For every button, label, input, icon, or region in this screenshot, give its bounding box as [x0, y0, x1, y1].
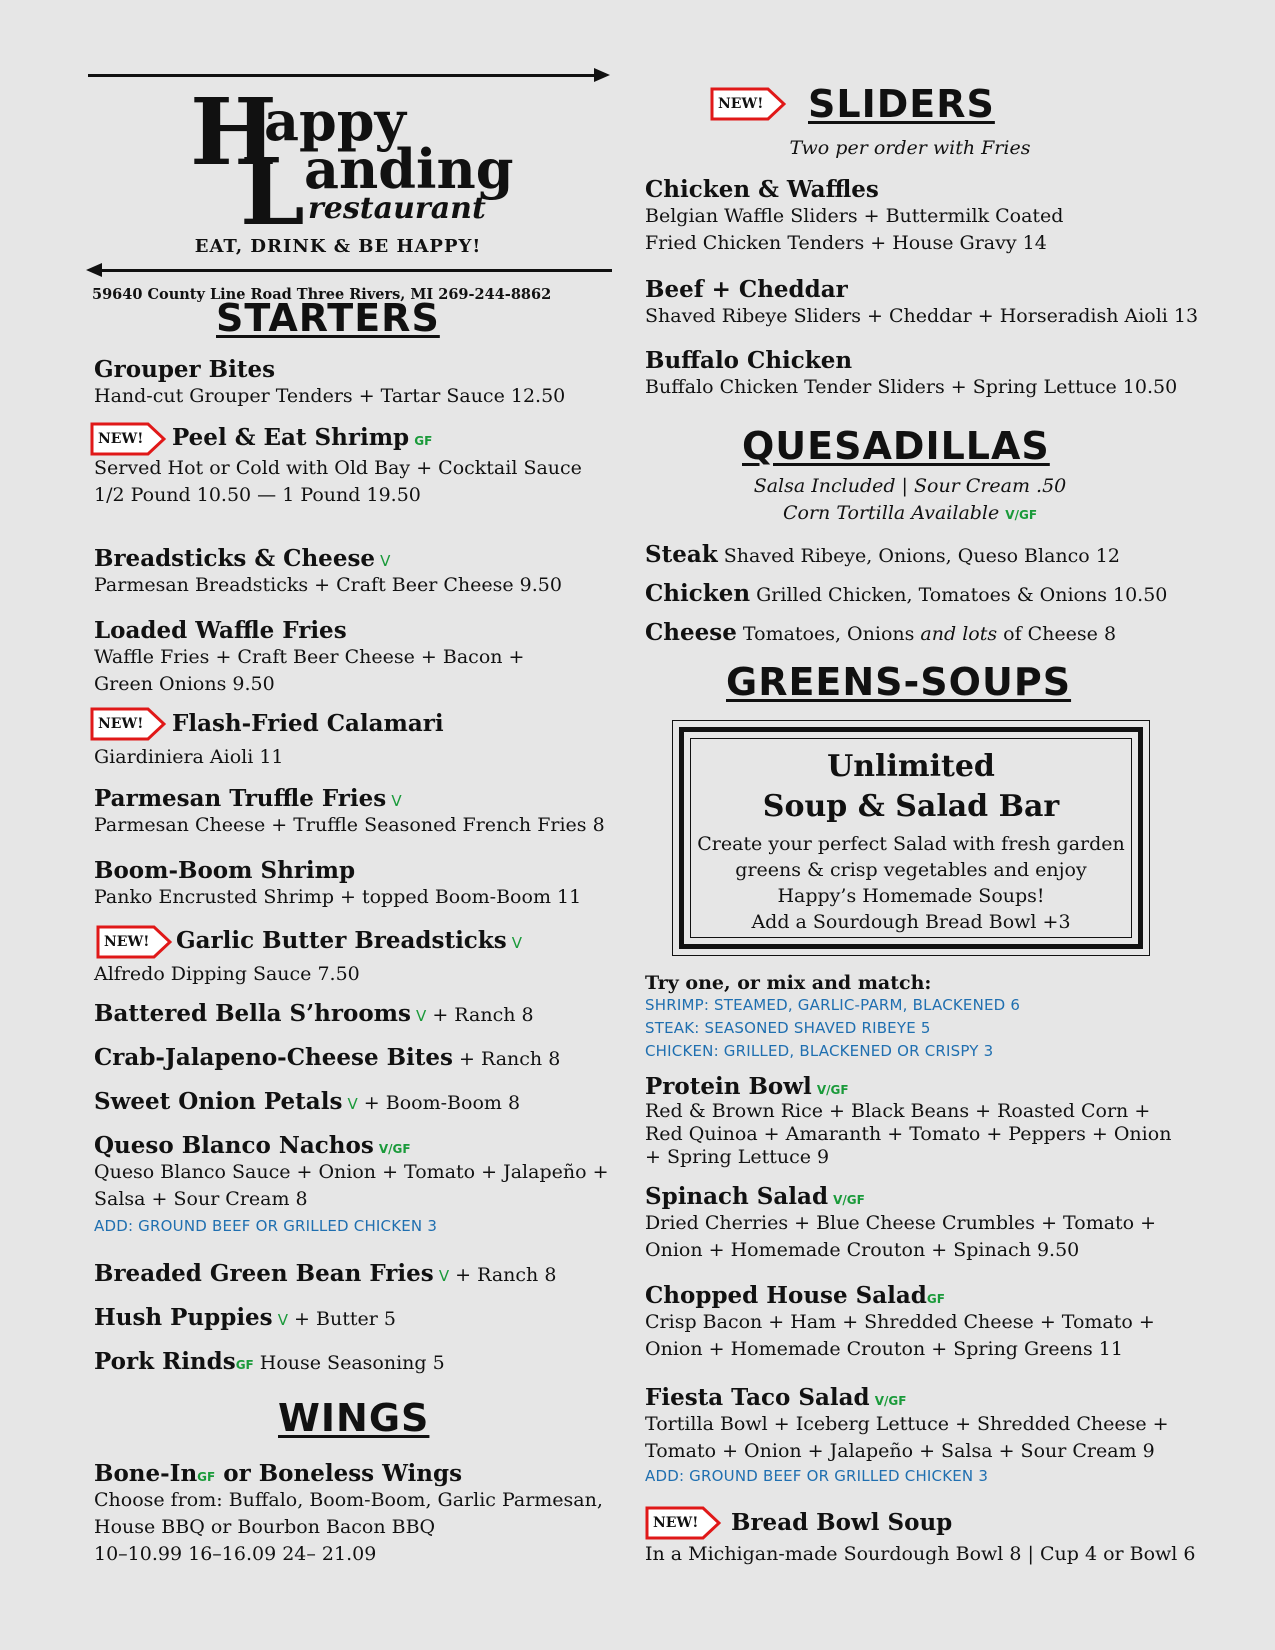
new-label: NEW!	[98, 716, 144, 732]
box-title: Soup & Salad Bar	[762, 789, 1060, 824]
menu-item-cheese-quesadilla	[645, 619, 1116, 648]
item-desc: Parmesan Breadsticks + Craft Beer Cheese 9.50	[94, 574, 562, 596]
item-name: Spinach Salad	[645, 1183, 829, 1210]
item-name: Chopped House Salad	[645, 1282, 927, 1309]
menu-item-spinach-salad	[645, 1183, 1156, 1264]
box-line: Happy’s Homemade Soups!	[777, 885, 1045, 907]
add-on-note: ADD: GROUND BEEF OR GRILLED CHICKEN 3	[645, 1467, 989, 1485]
new-label: NEW!	[104, 934, 150, 950]
item-desc: Served Hot or Cold with Old Bay + Cocktail Sauce	[94, 457, 582, 479]
menu-item-fiesta-taco-salad	[645, 1384, 1169, 1485]
logo-letter-l: L	[240, 138, 305, 246]
mix-option: SHRIMP: STEAMED, GARLIC-PARM, BLACKENED 6	[645, 996, 1021, 1014]
menu-item-beef-cheddar	[645, 276, 1198, 330]
item-desc: + Ranch 8	[452, 1048, 561, 1070]
menu-item-buffalo-chicken	[645, 347, 1177, 401]
vgf-tag: V/GF	[378, 1142, 411, 1156]
item-desc: Shaved Ribeye Sliders + Cheddar + Horseradish Aioli 13	[645, 305, 1199, 327]
new-label: NEW!	[653, 1515, 699, 1531]
starters-title: STARTERS	[216, 296, 440, 340]
item-desc: Alfredo Dipping Sauce 7.50	[94, 963, 360, 985]
menu-item-queso-blanco-nachos	[94, 1132, 608, 1235]
item-desc: Fried Chicken Tenders + House Gravy 14	[645, 232, 1047, 254]
menu-item-protein-bowl	[645, 1073, 1171, 1169]
new-badge	[710, 87, 786, 121]
menu-item-chicken-waffles	[645, 176, 1063, 257]
item-name: Pork Rinds	[94, 1348, 236, 1375]
item-name: Crab-Jalapeno-Cheese Bites	[94, 1044, 453, 1071]
item-desc: + Ranch 8	[426, 1004, 534, 1026]
v-tag: V	[416, 1007, 427, 1025]
item-name: Loaded Waffle Fries	[94, 617, 347, 644]
menu-item-bread-bowl-soup	[731, 1509, 952, 1536]
item-desc: Grilled Chicken, Tomatoes & Onions 10.50	[750, 584, 1168, 606]
item-name: Fiesta Taco Salad	[645, 1384, 870, 1411]
menu-item-breadsticks-cheese	[94, 545, 562, 599]
item-desc: Red & Brown Rice + Black Beans + Roasted Corn +	[645, 1100, 1151, 1122]
item-desc: Waffle Fries + Craft Beer Cheese + Bacon +	[94, 646, 525, 668]
new-label: NEW!	[98, 431, 144, 447]
menu-item-crab-jalapeno-cheese-bites	[94, 1044, 560, 1073]
item-desc: Red Quinoa + Amaranth + Tomato + Peppers + Onion	[645, 1123, 1172, 1145]
gf-tag: GF	[926, 1292, 945, 1306]
item-name: Cheese	[645, 619, 737, 646]
menu-item-chopped-house-salad	[645, 1282, 1155, 1363]
box-line: Create your perfect Salad with fresh garden	[697, 833, 1125, 855]
item-name: Steak	[645, 541, 718, 568]
item-desc: In a Michigan-made Sourdough Bowl 8 | Cup 4 or Bowl 6	[645, 1543, 1196, 1565]
menu-item-battered-bella-shrooms	[94, 1000, 534, 1029]
item-desc: Giardiniera Aioli 11	[94, 746, 284, 768]
menu-item-pork-rinds	[94, 1348, 445, 1377]
item-desc: 10–10.99 16–16.09 24– 21.09	[94, 1543, 377, 1565]
item-desc: Tomatoes, Onions	[736, 623, 921, 645]
menu-item-chicken-quesadilla	[645, 580, 1167, 609]
menu-item-wings	[94, 1460, 603, 1568]
v-tag: V	[391, 792, 402, 810]
item-name: Flash-Fried Calamari	[172, 710, 444, 737]
menu-item-loaded-waffle-fries	[94, 617, 524, 698]
item-name: Parmesan Truffle Fries	[94, 785, 387, 812]
v-tag: V	[380, 552, 391, 570]
vgf-tag: V/GF	[1005, 508, 1038, 522]
item-desc: Choose from: Buffalo, Boom-Boom, Garlic Parmesan,	[94, 1489, 603, 1511]
box-content	[690, 738, 1132, 938]
item-name: Boom-Boom Shrimp	[94, 857, 356, 884]
item-desc: + Boom-Boom 8	[357, 1092, 521, 1114]
item-name: Breadsticks & Cheese	[94, 545, 376, 572]
item-desc: Buffalo Chicken Tender Sliders + Spring Lettuce 10.50	[645, 376, 1178, 398]
gf-tag: GF	[414, 434, 433, 448]
item-name: Grouper Bites	[94, 356, 276, 383]
item-desc: Salsa + Sour Cream 8	[94, 1188, 308, 1210]
logo-restaurant: restaurant	[308, 191, 486, 226]
menu-item-breaded-green-bean-fries	[94, 1260, 556, 1289]
sliders-subtitle: Two per order with Fries	[789, 137, 1031, 159]
soup-salad-bar-box	[672, 720, 1150, 956]
logo-letter-h: H	[190, 78, 277, 186]
quesadillas-note-2	[645, 500, 1175, 529]
item-desc: + Spring Lettuce 9	[645, 1146, 830, 1168]
mix-match-block	[645, 972, 1020, 1063]
menu-item-sweet-onion-petals	[94, 1088, 520, 1117]
item-desc: Green Onions 9.50	[94, 673, 275, 695]
new-badge	[96, 925, 172, 959]
item-desc: Crisp Bacon + Ham + Shredded Cheese + Tomato +	[645, 1311, 1155, 1333]
item-desc: Tomato + Onion + Jalapeño + Salsa + Sour Cream 9	[645, 1440, 1155, 1462]
new-label: NEW!	[718, 96, 764, 112]
item-name: Queso Blanco Nachos	[94, 1132, 374, 1159]
logo-anding: anding	[304, 137, 514, 201]
item-desc: and lots	[920, 623, 998, 645]
greens-soups-title: GREENS-SOUPS	[726, 660, 1072, 704]
add-on-note: ADD: GROUND BEEF OR GRILLED CHICKEN 3	[94, 1217, 438, 1235]
menu-item-hush-puppies	[94, 1304, 396, 1333]
item-desc: House BBQ or Bourbon Bacon BBQ	[94, 1516, 436, 1538]
menu-item-garlic-butter-breadsticks	[176, 927, 522, 954]
item-desc: 1/2 Pound 10.50 — 1 Pound 19.50	[94, 484, 421, 506]
item-name: Protein Bowl	[645, 1073, 812, 1100]
arrow-left-icon	[100, 269, 612, 272]
v-tag: V	[277, 1311, 288, 1329]
item-desc: Tortilla Bowl + Iceberg Lettuce + Shredded Cheese +	[645, 1413, 1169, 1435]
item-desc: Onion + Homemade Crouton + Spring Greens 11	[645, 1338, 1123, 1360]
mix-option: STEAK: SEASONED SHAVED RIBEYE 5	[645, 1019, 931, 1037]
menu-item-boom-boom-shrimp	[94, 857, 581, 911]
item-desc-block	[94, 455, 582, 509]
new-badge	[645, 1506, 721, 1540]
v-tag: V	[347, 1095, 358, 1113]
quesadillas-title: QUESADILLAS	[742, 424, 1050, 468]
menu-item-flash-fried-calamari	[172, 710, 444, 737]
item-name: Bread Bowl Soup	[731, 1509, 953, 1536]
item-desc: of Cheese 8	[997, 623, 1117, 645]
item-name: Chicken	[645, 580, 751, 607]
box-line: greens & crisp vegetables and enjoy	[735, 859, 1087, 881]
box-line: Add a Sourdough Bread Bowl +3	[751, 911, 1071, 933]
sliders-title: SLIDERS	[808, 82, 995, 126]
new-badge	[90, 422, 166, 456]
box-text	[691, 831, 1131, 935]
new-badge	[90, 707, 166, 741]
vgf-tag: V/GF	[874, 1394, 907, 1408]
item-name: Hush Puppies	[94, 1304, 273, 1331]
item-desc: Hand-cut Grouper Tenders + Tartar Sauce 12.50	[94, 385, 566, 407]
gf-tag: GF	[235, 1358, 254, 1372]
gf-tag: GF	[197, 1470, 216, 1484]
item-name: Beef + Cheddar	[645, 276, 848, 303]
logo-appy: appy	[264, 89, 406, 153]
item-desc: Shaved Ribeye, Onions, Queso Blanco 12	[717, 545, 1120, 567]
box-title: Unlimited	[827, 749, 995, 784]
vgf-tag: V/GF	[833, 1193, 865, 1207]
tagline: EAT, DRINK & BE HAPPY!	[194, 236, 482, 257]
v-tag: V	[438, 1267, 450, 1285]
item-desc: Onion + Homemade Crouton + Spinach 9.50	[645, 1239, 1080, 1261]
item-name: Sweet Onion Petals	[94, 1088, 343, 1115]
item-desc: Panko Encrusted Shrimp + topped Boom-Boom 11	[94, 886, 582, 908]
item-name: Chicken & Waffles	[645, 176, 879, 203]
menu-item-peel-eat-shrimp	[172, 424, 432, 451]
item-desc: Dried Cherries + Blue Cheese Crumbles + Tomato +	[645, 1212, 1157, 1234]
item-desc: Queso Blanco Sauce + Onion + Tomato + Jalapeño +	[94, 1161, 609, 1183]
item-desc: + Ranch 8	[449, 1264, 557, 1286]
menu-item-grouper-bites	[94, 356, 565, 410]
item-name: Battered Bella S’hrooms	[94, 1000, 411, 1027]
arrow-right-icon	[88, 74, 596, 77]
restaurant-logo	[88, 66, 612, 306]
mix-title: Try one, or mix and match:	[645, 972, 932, 994]
address: 59640 County Line Road Three Rivers, MI 269-244-8862	[92, 286, 552, 303]
vgf-tag: V/GF	[816, 1083, 849, 1097]
corn-tortilla-note: Corn Tortilla Available	[782, 502, 1000, 524]
item-desc: Parmesan Cheese + Truffle Seasoned French Fries 8	[94, 814, 605, 836]
item-name: Buffalo Chicken	[645, 347, 853, 374]
item-name: Breaded Green Bean Fries	[94, 1260, 434, 1287]
item-desc: Belgian Waffle Sliders + Buttermilk Coated	[645, 205, 1064, 227]
mix-option: CHICKEN: GRILLED, BLACKENED OR CRISPY 3	[645, 1042, 994, 1060]
menu-item-parmesan-truffle-fries	[94, 785, 605, 839]
quesadillas-note: Salsa Included | Sour Cream .50	[753, 475, 1067, 497]
item-name: Bone-In	[94, 1460, 198, 1487]
item-name: Garlic Butter Breadsticks	[176, 927, 507, 954]
item-name: or Boneless Wings	[215, 1460, 463, 1487]
wings-title: WINGS	[278, 1396, 430, 1440]
item-desc: + Butter 5	[288, 1308, 396, 1330]
item-desc: House Seasoning 5	[253, 1352, 445, 1374]
v-tag: V	[511, 934, 523, 952]
box-border	[679, 727, 1143, 949]
item-name: Peel & Eat Shrimp	[172, 424, 410, 451]
menu-item-steak-quesadilla	[645, 541, 1120, 570]
